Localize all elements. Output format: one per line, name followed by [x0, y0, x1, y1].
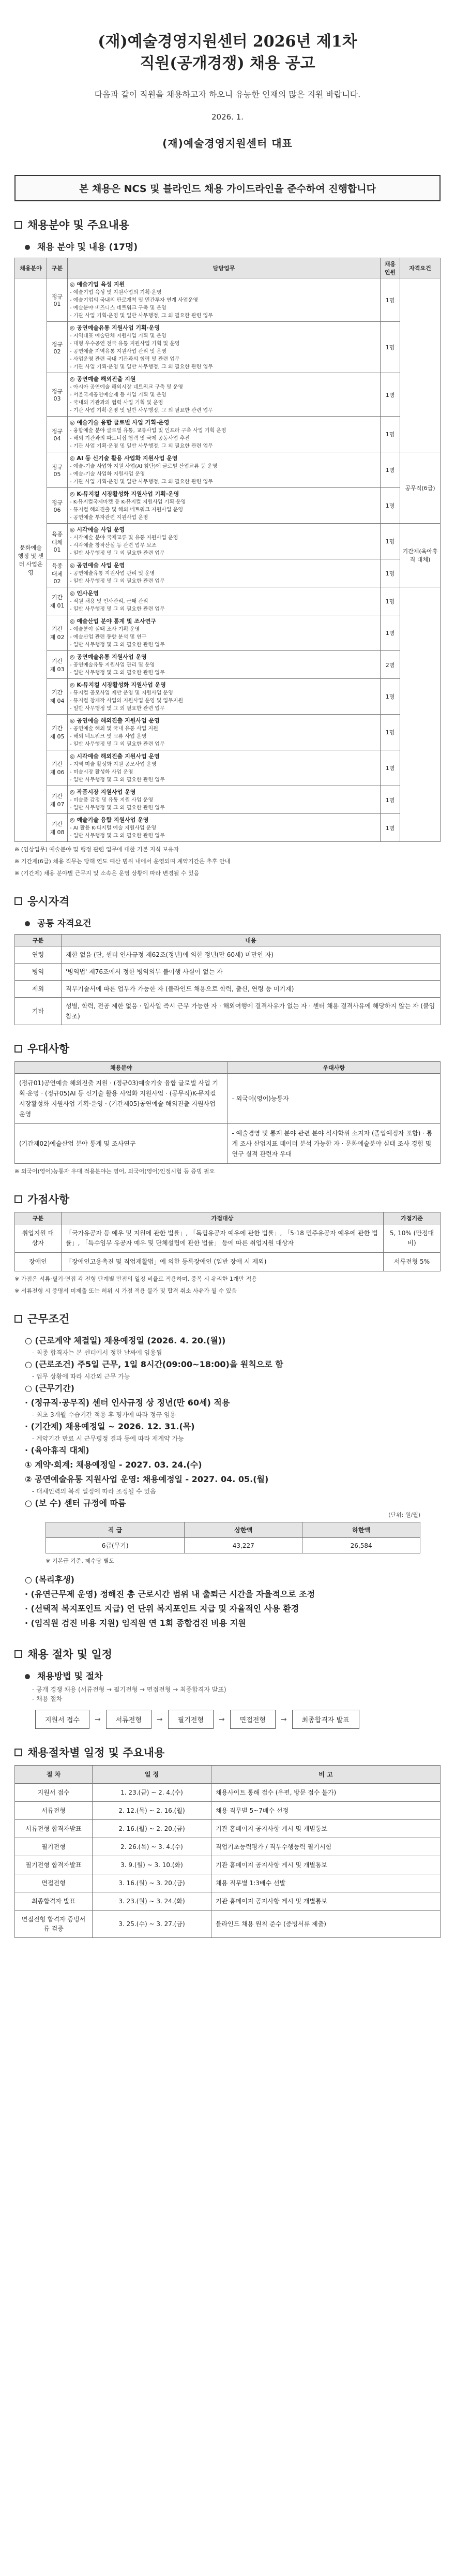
table-row [15, 998, 441, 1025]
count-cell: 1명 [381, 715, 400, 750]
job-title: ◎ 인사운영 [70, 590, 99, 597]
schedule-date: 2. 26.(목) ~ 3. 4.(수) [93, 1838, 211, 1856]
square-bullet-icon [14, 1650, 22, 1658]
job-line: - 일반 사무행정 및 그 외 필요한 관련 업무 [70, 742, 165, 747]
table-row [46, 1538, 420, 1553]
welfare-title: ○ (복리후생) [25, 1575, 74, 1585]
job-line: - 공연예술유통 지원사업 관리 및 운영 [70, 662, 155, 668]
circle-bullet-icon [25, 921, 30, 926]
table-row [15, 1124, 441, 1164]
notice-date: 2026. 1. [211, 112, 244, 122]
job-line: - 예술-기술 사업화 지원 사업(AI·첨단)에 글로벌 산업교류 등 운영 [70, 464, 218, 469]
job-line: - 기관 사업 기획·운영 및 일반 사무행정, 그 외 필요한 관련 업무 [70, 443, 213, 449]
table-row [15, 651, 441, 679]
job-line: - 기관 사업 기획·운영 및 일반 사무행정, 그 외 필요한 관련 업무 [70, 313, 213, 319]
qualification-cell: 기간제(육아휴직 대체) [400, 524, 441, 587]
requirement-label: 기타 [15, 998, 62, 1025]
condition-sub: - 최종 합격자는 본 센터에서 정한 날짜에 임용됨 [32, 1349, 162, 1356]
job-cell [68, 786, 381, 814]
table-header: 자격요건 [400, 258, 441, 278]
square-bullet-icon [14, 1315, 22, 1323]
job-line: - 예술-기술 사업화 지원사업 운영 [70, 471, 145, 477]
table-row [15, 1874, 441, 1892]
table-row [15, 452, 441, 488]
schedule-note: 채용 직무별 5~7배수 선정 [211, 1802, 441, 1820]
table-row [15, 587, 441, 615]
bonus-table [14, 1212, 441, 1271]
grade-cell: 기간제 03 [47, 651, 68, 679]
table-header: 우대사항 [228, 1062, 441, 1074]
notice-signer: (재)예술경영지원센터 대표 [162, 137, 293, 150]
job-line: - 기관 사업 기획·운영 및 일반 사무행정, 그 외 필요한 관련 업무 [70, 479, 213, 485]
job-title: ◎ K-뮤지컬 시장활성화 지원사업 운영 [70, 682, 166, 688]
schedule-note: 블라인드 채용 원칙 준수 (증빙서류 제출) [211, 1911, 441, 1938]
table-header: 내용 [62, 935, 441, 946]
job-line: - 지역 미술 활성화 지원 공모사업 운영 [70, 762, 157, 767]
condition-item: ○ (근로조건) 주5일 근무, 1일 8시간(09:00~18:00)을 원칙으로 함 [25, 1359, 283, 1369]
table-header: 채용인원 [381, 258, 400, 278]
job-line: - AI 활용 K-디지털 예술 지원사업 운영 [70, 825, 157, 831]
count-cell: 1명 [381, 750, 400, 786]
square-bullet-icon [14, 1045, 22, 1053]
qualification-cell [400, 587, 441, 842]
subsection-heading: 공통 자격요건 [25, 916, 441, 929]
preference-field: (정규01)공연예술 해외진출 지원 · (정규03)예술기술 융합 글로벌 사업 기획·운영 · (정규05)AI 등 신기술 활용 사업화 지원사업 · (공무직)K-뮤지컬 시장활성화 지원사업 기획·운영 · (기간제05)공연예술 해외진출 지원사업 운영 [15, 1074, 228, 1124]
grade-cell: 기간제 08 [47, 814, 68, 842]
table-row [15, 1892, 441, 1911]
table-header: 채용분야 [15, 258, 47, 278]
job-line: - 일반 사무행정 및 그 외 필요한 관련 업무 [70, 579, 165, 584]
table-header: 채용분야 [15, 1062, 228, 1074]
arrow-right-icon: → [94, 1715, 101, 1724]
job-line: - 일반 사무행정 및 그 외 필요한 관련 업무 [70, 805, 165, 811]
count-cell: 1명 [381, 322, 400, 373]
condition-item: ○ (보 수) 센터 규정에 따름 [25, 1498, 126, 1508]
schedule-step: 지원서 접수 [15, 1784, 93, 1802]
requirement-text: 성별, 학력, 전공 제한 없음 · 입사일 즉시 근무 가능한 자 · 해외여행에 결격사유가 없는 자 · 센터 채용 결격사유에 해당하지 않는 자 (붙임 참조) [62, 998, 441, 1025]
job-title: ◎ AI 등 신기술 활용 사업화 지원사업 운영 [70, 455, 178, 462]
flow-label: - 채용 절차 [32, 1695, 63, 1702]
condition-sub: - 업무 상황에 따라 시간외 근무 가능 [32, 1373, 130, 1380]
job-line: - 예술기업 육성 및 지원사업의 기획·운영 [70, 290, 162, 295]
preference-text: - 예술경영 및 통계 분야 관련 분야 석사학위 소지자 (졸업예정자 포함) · 통계 조사 산업지표 데이터 분석 가능한 자 · 문화예술분야 실태 조사 경험 및 연구 실적 관련자 우대 [228, 1124, 441, 1164]
table-row [15, 679, 441, 715]
section-heading-schedule: 채용절차별 일정 및 주요내용 [14, 1744, 441, 1760]
job-line: - 뮤지컬 창제작 사업의 지원사업 운영 및 업무지원 [70, 698, 184, 704]
square-bullet-icon [14, 1749, 22, 1756]
method-text: - 공개 경쟁 채용 (서류전형 → 필기전형 → 면접전형 → 최종합격자 발표) [32, 1686, 226, 1693]
requirement-text: '병역법' 제76조에서 정한 병역의무 불이행 사실이 없는 자 [62, 964, 441, 981]
job-line: - 예술분야 비즈니스 네트워크 구축 및 운영 [70, 305, 166, 311]
condition-item: · (기간제) 채용예정일 ~ 2026. 12. 31.(목) [25, 1422, 195, 1431]
job-cell [68, 278, 381, 322]
intro-text: 다음과 같이 직원을 채용하고자 하오니 유능한 인재의 많은 지원 바랍니다. [94, 90, 361, 99]
table-row [15, 373, 441, 417]
table-row [15, 715, 441, 750]
job-title: ◎ 예술기술 융합 지원사업 운영 [70, 817, 149, 823]
table-row [15, 1911, 441, 1938]
count-cell: 2명 [381, 651, 400, 679]
job-title: ◎ 시각예술 해외진출 지원사업 운영 [70, 753, 160, 760]
grade-cell: 육종 대체 01 [47, 524, 68, 559]
welfare-item: · (선택적 복지포인트 지급) 연 단위 복지포인트 지급 및 자율적인 사용 환경 [25, 1604, 299, 1613]
condition-item: ② 공연예술유통 지원사업 운영: 채용예정일 - 2027. 04. 05.(월) [25, 1474, 269, 1484]
subsection-heading: 채용방법 및 절차 [25, 1669, 441, 1682]
job-cell [68, 417, 381, 452]
job-cell [68, 679, 381, 715]
subsection-heading: 채용 분야 및 내용 (17명) [25, 240, 441, 253]
table-header: 담당업무 [68, 258, 381, 278]
schedule-step: 서류전형 합격자발표 [15, 1820, 93, 1838]
job-title: ◎ 예술산업 분야 통계 및 조사연구 [70, 618, 156, 625]
schedule-note: 기관 홈페이지 공지사항 게시 및 개별통보 [211, 1856, 441, 1874]
job-line: - 대형 우수공연 전국 유통 지원사업 기획 및 운영 [70, 341, 180, 347]
schedule-date: 3. 9.(월) ~ 3. 10.(화) [93, 1856, 211, 1874]
job-line: - 기관 사업 기획·운영 및 일반 사무행정, 그 외 필요한 관련 업무 [70, 364, 213, 370]
preferences-note: ※ 외국어(영어)능통자 우대 적용분야는 영어, 외국어(영어)인정시험 등 증빙 필요 [14, 1168, 215, 1175]
count-cell: 1명 [381, 587, 400, 615]
count-cell: 1명 [381, 373, 400, 417]
table-row [15, 1784, 441, 1802]
job-line: - 일반 사무행정 및 그 외 필요한 관련 업무 [70, 777, 165, 783]
job-line: - 일반 사무행정 및 그 외 필요한 관련 업무 [70, 670, 165, 676]
eligibility-table [14, 934, 441, 1025]
requirement-label: 병역 [15, 964, 62, 981]
job-title: ◎ 시각예술 사업 운영 [70, 526, 125, 533]
grade-cell: 기간제 02 [47, 615, 68, 651]
job-line: - 일반 사무행정 및 그 외 필요한 관련 업무 [70, 833, 165, 839]
footnote: ※ (기간제) 채용 분야별 근무지 및 소속은 운영 상황에 따라 변경될 수 있음 [14, 870, 200, 877]
job-line: - 기관 사업 기획·운영 및 일반 사무행정, 그 외 필요한 관련 업무 [70, 408, 213, 413]
grade-cell: 정규 03 [47, 373, 68, 417]
job-title: ◎ K-뮤지컬 시장활성화 지원사업 기획·운영 [70, 491, 179, 497]
condition-sub: - 최초 3개월 수습기간 적용 후 평가에 따라 정규 임용 [32, 1411, 176, 1418]
condition-item: ○ (근무기간) [25, 1383, 74, 1393]
schedule-step: 면접전형 [15, 1874, 93, 1892]
salary-table [46, 1522, 420, 1553]
circle-bullet-icon [25, 1674, 30, 1679]
job-cell [68, 814, 381, 842]
table-row [15, 1074, 441, 1124]
arrow-right-icon: → [218, 1715, 225, 1724]
job-title: ◎ 공연예술 사업 운영 [70, 562, 125, 569]
requirement-label: 제외 [15, 981, 62, 998]
table-row [15, 417, 441, 452]
job-cell [68, 559, 381, 587]
table-header: 구분 [15, 935, 62, 946]
schedule-note: 기관 홈페이지 공지사항 게시 및 개별통보 [211, 1820, 441, 1838]
notice-title-line2: 직원(공개경쟁) 채용 공고 [140, 54, 315, 72]
table-header: 상한액 [185, 1522, 302, 1538]
table-row [15, 1224, 441, 1253]
job-line: - K-뮤지컬국제마켓 등 K-뮤지컬 지원사업 기획·운영 [70, 499, 186, 505]
table-header: 가점대상 [62, 1212, 384, 1224]
preference-text: - 외국어(영어)능통자 [228, 1074, 441, 1124]
section-heading-preferences: 우대사항 [14, 1041, 441, 1056]
welfare-item: · (유연근무제 운영) 정해진 총 근로시간 범위 내 출퇴근 시간을 자율적으로 조정 [25, 1589, 315, 1599]
notice-title-line1: (재)예술경영지원센터 2026년 제1차 [98, 33, 357, 51]
square-bullet-icon [14, 897, 22, 905]
grade-cell: 정규 01 [47, 278, 68, 322]
schedule-date: 3. 16.(월) ~ 3. 20.(금) [93, 1874, 211, 1892]
job-line: - 시각예술 창작산실 등 관련 업무 보조 [70, 543, 157, 549]
job-line: - 미술시장 활성화 사업 운영 [70, 769, 133, 775]
job-line: - 직원 채용 및 인사관리, 근태 관리 [70, 599, 148, 604]
arrow-right-icon: → [156, 1715, 163, 1724]
job-cell [68, 373, 381, 417]
job-line: - 뮤지컬 공모사업 제반 운영 및 지원사업 운영 [70, 690, 173, 696]
bonus-label: 장애인 [15, 1253, 62, 1271]
count-cell: 1명 [381, 814, 400, 842]
job-line: - 일반 사무행정 및 그 외 필요한 관련 업무 [70, 642, 165, 648]
job-cell [68, 587, 381, 615]
table-row [15, 981, 441, 998]
job-line: - 공연예술 해외 및 국내 유통 사업 지원 [70, 726, 158, 732]
job-line: - 일반 사무행정 및 그 외 필요한 관련 업무 [70, 551, 165, 556]
bonus-label: 취업지원 대상자 [15, 1224, 62, 1253]
table-row [15, 946, 441, 964]
table-row [15, 278, 441, 322]
table-header: 절 차 [15, 1766, 93, 1784]
table-row [15, 786, 441, 814]
section-heading-eligibility: 응시자격 [14, 893, 441, 909]
salary-unit: (단위: 원/월) [388, 1512, 421, 1518]
schedule-date: 1. 23.(금) ~ 2. 4.(수) [93, 1784, 211, 1802]
table-header: 비 고 [211, 1766, 441, 1784]
table-row [15, 1253, 441, 1271]
table-row [15, 1820, 441, 1838]
job-cell [68, 524, 381, 559]
schedule-step: 필기전형 [15, 1838, 93, 1856]
process-step: 필기전형 [168, 1710, 214, 1729]
grade-cell: 정규 05 [47, 452, 68, 488]
section-heading-process: 채용 절차 및 일정 [14, 1646, 441, 1662]
square-bullet-icon [14, 1195, 22, 1203]
job-line: - 해외 기관과의 파트너십 협력 및 국제 공동사업 추진 [70, 436, 190, 441]
table-row [15, 750, 441, 786]
table-row [15, 615, 441, 651]
job-line: - 일반 사무행정 및 그 외 필요한 관련 업무 [70, 706, 165, 712]
job-cell [68, 615, 381, 651]
salary-note: ※ 기본급 기준, 제수당 별도 [46, 1558, 114, 1564]
welfare-item: · (임직원 검진 비용 지원) 임직원 연 1회 종합검진 비용 지원 [25, 1618, 246, 1628]
process-flow [35, 1710, 441, 1729]
job-cell [68, 452, 381, 488]
schedule-note: 기관 홈페이지 공지사항 게시 및 개별통보 [211, 1892, 441, 1911]
job-title: ◎ 공연예술 해외진출 지원사업 운영 [70, 717, 160, 724]
job-line: - 예술분야 실태 조사 기획·운영 [70, 627, 140, 632]
count-cell: 1명 [381, 278, 400, 322]
table-row [15, 964, 441, 981]
grade-cell: 기간제 04 [47, 679, 68, 715]
condition-item: ① 계약·회계: 채용예정일 - 2027. 03. 24.(수) [25, 1460, 202, 1470]
job-line: - 국내외 기관과의 협력 사업 기획 및 운영 [70, 400, 163, 406]
schedule-step: 서류전형 [15, 1802, 93, 1820]
job-cell [68, 488, 381, 524]
job-title: ◎ 공연예술유통 지원사업 운영 [70, 654, 147, 660]
condition-item: · (정규직·공무직) 센터 인사규정 상 정년(만 60세) 적용 [25, 1398, 230, 1408]
count-cell: 1명 [381, 679, 400, 715]
condition-item: ○ (근로계약 체결일) 채용예정일 (2026. 4. 20.(월)) [25, 1336, 226, 1345]
square-bullet-icon [14, 221, 22, 229]
schedule-date: 2. 16.(월) ~ 2. 20.(금) [93, 1820, 211, 1838]
schedule-table [14, 1765, 441, 1938]
condition-sub: - 대체인력의 복직 일정에 따라 조정될 수 있음 [32, 1488, 156, 1495]
schedule-date: 3. 25.(수) ~ 3. 27.(금) [93, 1911, 211, 1938]
schedule-date: 3. 23.(월) ~ 3. 24.(화) [93, 1892, 211, 1911]
table-row [15, 322, 441, 373]
preference-field: (기간제02)예술산업 분야 통계 및 조사연구 [15, 1124, 228, 1164]
grade-cell: 정규 04 [47, 417, 68, 452]
preferences-table [14, 1061, 441, 1164]
count-cell: 1명 [381, 417, 400, 452]
count-cell: 1명 [381, 786, 400, 814]
job-line: - 일반 사무행정 및 그 외 필요한 관련 업무 [70, 606, 165, 612]
grade-cell: 정규 02 [47, 322, 68, 373]
qualification-cell: 공무직(6급) [400, 452, 441, 524]
bonus-target: 「장애인고용촉진 및 직업재활법」에 의한 등록장애인 (일반 장애 시 제외) [62, 1253, 384, 1271]
grade-cell: 정규 06 [47, 488, 68, 524]
job-line: - 예술산업 관련 동향 분석 및 연구 [70, 634, 147, 640]
job-title: ◎ 작품시장 지원사업 운영 [70, 789, 136, 795]
positions-table [14, 258, 441, 842]
table-row [15, 524, 441, 559]
table-header: 하한액 [302, 1522, 420, 1538]
schedule-note: 채용 직무별 1:3배수 선발 [211, 1874, 441, 1892]
job-cell [68, 750, 381, 786]
grade-cell: 기간제 01 [47, 587, 68, 615]
table-header: 일 정 [93, 1766, 211, 1784]
grade-cell: 기간제 07 [47, 786, 68, 814]
table-row [15, 488, 441, 524]
table-row [15, 559, 441, 587]
process-step: 서류전형 [106, 1710, 151, 1729]
grade-cell: 육종 대체 02 [47, 559, 68, 587]
job-line: - 시각예술 분야 국제교류 및 유통 지원사업 운영 [70, 535, 178, 541]
requirement-label: 연령 [15, 946, 62, 964]
job-line: - 융합예술 분야 글로벌 유통, 교류사업 및 인프라 구축 사업 기획 운영 [70, 428, 226, 434]
schedule-note: 직업기초능력평가 / 직무수행능력 필기시험 [211, 1838, 441, 1856]
section-heading-positions: 채용분야 및 주요내용 [14, 217, 441, 232]
table-row [15, 1838, 441, 1856]
section-heading-bonus: 가점사항 [14, 1191, 441, 1207]
condition-sub: - 계약기간 만료 시 근무평정 결과 등에 따라 재계약 가능 [32, 1435, 184, 1442]
ncs-blind-notice: 본 채용은 NCS 및 블라인드 채용 가이드라인을 준수하여 진행합니다 [14, 175, 441, 201]
job-title: ◎ 공연예술 해외진출 지원 [70, 376, 136, 382]
job-cell [68, 322, 381, 373]
table-header: 직 급 [46, 1522, 185, 1538]
process-step: 최종합격자 발표 [292, 1710, 359, 1729]
schedule-step: 면접전형 합격자 증빙서류 검증 [15, 1911, 93, 1938]
requirement-text: 직무기술서에 따른 업무가 가능한 자 (블라인드 채용으로 학력, 출신, 연령 등 미기재) [62, 981, 441, 998]
grade-cell: 기간제 06 [47, 750, 68, 786]
requirement-text: 제한 없음 (단, 센터 인사규정 제62조(정년)에 의한 정년(만 60세) 미만인 자) [62, 946, 441, 964]
job-title: ◎ 예술기업 육성 지원 [70, 281, 125, 288]
count-cell: 1명 [381, 524, 400, 559]
footnote: ※ (임상업무) 예술분야 및 행정 관련 업무에 대한 기본 지식 보유자 [14, 846, 179, 853]
section-heading-conditions: 근무조건 [14, 1311, 441, 1326]
schedule-date: 2. 12.(목) ~ 2. 16.(월) [93, 1802, 211, 1820]
condition-item: · (육아휴직 대체) [25, 1445, 89, 1455]
salary-upper: 43,227 [185, 1538, 302, 1553]
count-cell: 1명 [381, 452, 400, 488]
count-cell: 1명 [381, 615, 400, 651]
job-title: ◎ 공연예술유통 지원사업 기획·운영 [70, 324, 160, 331]
group-label-general: 문화예술 행정 및 센터 사업운영 [15, 278, 47, 842]
table-row [15, 1856, 441, 1874]
schedule-step: 최종합격자 발표 [15, 1892, 93, 1911]
job-cell [68, 651, 381, 679]
job-line: - 미술품 감정 및 유통 지원 사업 운영 [70, 797, 154, 803]
process-step: 면접전형 [230, 1710, 276, 1729]
job-line: - 지역대표 예술단체 지원사업 기획 및 운영 [70, 333, 166, 339]
job-line: - 아시아 공연예술 해외시장 네트워크 구축 및 운영 [70, 384, 184, 390]
qualification-cell [400, 278, 441, 452]
arrow-right-icon: → [280, 1715, 287, 1724]
schedule-step: 필기전형 합격자발표 [15, 1856, 93, 1874]
table-row [15, 1802, 441, 1820]
bonus-note: ※ 서류전형 시 증명서 미제출 또는 허위 시 가점 적용 불가 및 합격 취소 사유가 될 수 있음 [14, 1287, 237, 1294]
table-row [15, 814, 441, 842]
bonus-score: 서류전형 5% [384, 1253, 441, 1271]
job-line: - 공연예술 지역유통 지원사업 관리 및 운영 [70, 349, 166, 354]
job-line: - 예술기업의 국내외 판로개척 및 민간투자 연계 사업운영 [70, 298, 199, 303]
process-step: 지원서 접수 [35, 1710, 89, 1729]
salary-lower: 26,584 [302, 1538, 420, 1553]
bonus-score: 5, 10% (만점대비) [384, 1224, 441, 1253]
footnote: ※ 기간제(6급) 채용 직무는 당해 연도 예산 범위 내에서 운영되며 계약기간은 추후 안내 [14, 858, 231, 865]
count-cell: 1명 [381, 559, 400, 587]
grade-cell: 기간제 05 [47, 715, 68, 750]
table-header: 구분 [47, 258, 68, 278]
schedule-note: 채용사이트 통해 접수 (우편, 방문 접수 불가) [211, 1784, 441, 1802]
job-line: - 사업운영 관련 국내 기관과의 협력 및 관련 업무 [70, 357, 180, 362]
bonus-note: ※ 가점은 서류·필기·면접 각 전형 단계별 만점의 일정 비율로 적용하며, 중복 시 유리한 1개만 적용 [14, 1276, 257, 1282]
job-line: - 서울국제공연예술제 등 사업 기획 및 운영 [70, 392, 166, 398]
job-line: - 뮤지컬 해외진출 및 해외 네트워크 지원사업 운영 [70, 507, 184, 513]
table-header: 구분 [15, 1212, 62, 1224]
job-title: ◎ 예술기술 융합 글로벌 사업 기획·운영 [70, 419, 170, 426]
salary-grade: 6급(무기) [46, 1538, 185, 1553]
circle-bullet-icon [25, 245, 30, 250]
job-line: - 공연예술 투자관련 지원사업 운영 [70, 515, 148, 521]
bonus-target: 「국가유공자 등 예우 및 지원에 관한 법률」, 「독립유공자 예우에 관한 법률」, 「5·18 민주유공자 예우에 관한 법률」, 「특수임무 유공자 예우 및 단체설립에 관한 법률」 등에 따른 취업지원 대상자 [62, 1224, 384, 1253]
job-line: - 공연예술유통 지원사업 관리 및 운영 [70, 571, 155, 576]
table-header: 가점기준 [384, 1212, 441, 1224]
count-cell: 1명 [381, 488, 400, 524]
job-cell [68, 715, 381, 750]
job-line: - 해외 네트워크 및 교류 사업 운영 [70, 734, 147, 739]
